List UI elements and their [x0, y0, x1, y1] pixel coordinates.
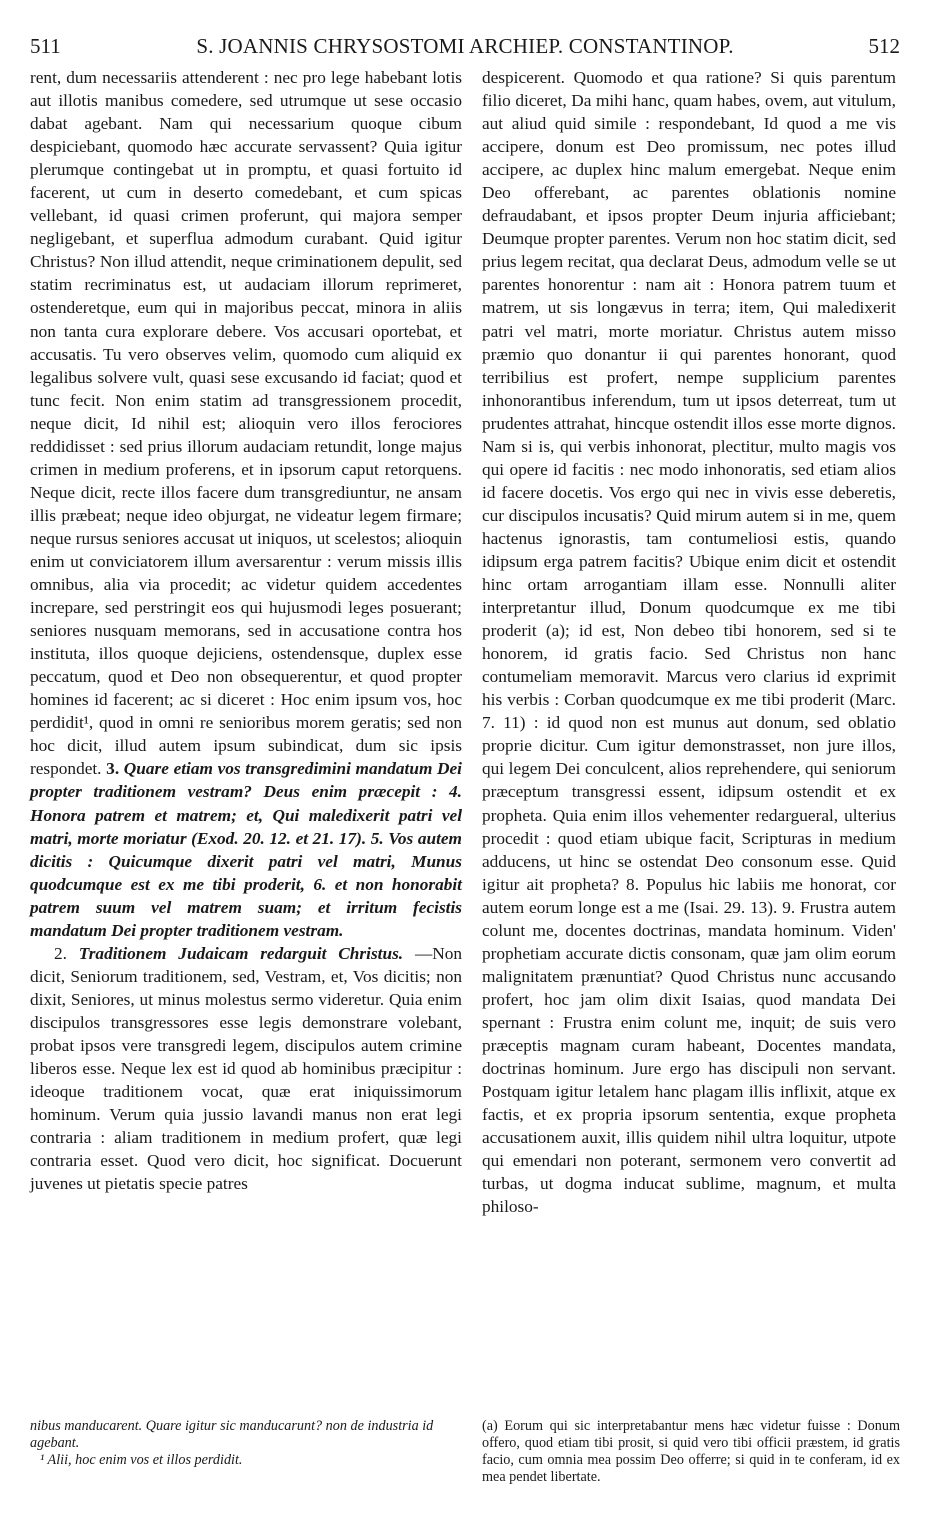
footnote-1: ¹ Alii, hoc enim vos et illos perdidit. — [40, 1452, 243, 1468]
right-column — [482, 66, 896, 1218]
section-number-3: 3. — [106, 759, 120, 779]
heading-dash: — — [414, 943, 433, 963]
left-column — [30, 66, 462, 1195]
running-title: S. JOANNIS CHRYSOSTOMI ARCHIEP. CONSTANTINOP. — [196, 34, 734, 58]
footnote-a-text: (a) Eorum qui sic interpretabantur mens hæc videtur fuisse : Donum offero, quod etiam tibi prosit, si quid vero tibi officii præstem, id gratis facio, cum omnia mea possim Deo offerre; si quid in te conferam, id ex mea pendet libertate. — [482, 1418, 900, 1485]
gospel-quote: Quare etiam vos transgredimini mandatum Dei propter traditionem vestram? Deus enim præcepit : 4. Honora patrem et matrem; et, Qui maledixerit patri vel matri, morte moriatur (Exod. 20. 12. et 21. 17). 5. Vos autem dicitis : Quicumque dixerit patri vel matri, Munus quodcumque est ex me tibi proderit, 6. et non honorabit patrem suum vel matrem suam; et irritum fecistis mandatum Dei propter traditionem vestram. — [30, 759, 462, 940]
footnote-a — [482, 1418, 900, 1486]
right-paragraph-1: despicerent. Quomodo et qua ratione? Si quis parentum filio diceret, Da mihi hanc, quam habes, ovem, aut vitulum, aut aliud quid simile : respondebant, Id quod a me vis accipere, donum est Deo promissum, nec potes illud accipere, ac duplex hinc malum emergebat. Neque enim Deo offerebant, ac parentes oblationis nomine defraudabant, et ipsos propter Deum injuria afficiebant; Deumque propter parentes. Verum non hoc statim dicit, sed prius legem recitat, qua declarat Deus, admodum velle se ut parentes honorentur : nam ait : Honora patrem tuum et matrem, ut sis longævus in terra; item, Qui maledixerit patri vel matri, morte moriatur. Christus autem misso præmio quo donantur ii qui parentes honorant, quod terribilius est profert, nempe supplicium parentes inhonorantibus inferendum, tum ut ipsos deterreat, tum ut prudentes attrahat, hincque ostendit illos esse morte dignos. Nam si is, qui verbis inhonorat, plectitur, multo magis vos qui opere id facitis : nec modo inhonoratis, sed etiam alios id facere docetis. Vos ergo qui nec in vivis esse deberetis, cur discipulos incusatis? Quid mirum autem si in me, quem hactenus ignorastis, tam contumeliosi estis, quando idipsum erga patrem facitis? Ubique enim dicit et ostendit hinc ortam arrogantiam illam esse. Nonnulli aliter interpretantur illud, Donum quodcumque ex me tibi proderit (a); id est, Non debeo tibi honorem, sed si te honorem, id gratis facio. Sed Christus non hanc contumeliam memoravit. Marcus vero clarius id exprimit his verbis : Corban quodcumque ex me tibi proderit (Marc. 7. 11) : id quod non est munus aut donum, sed oblatio proprie dicitur. Cum igitur demonstrasset, non jure illos, qui legem Dei conculcent, alios reprehendere, qui seniorum præceptum transgressi essent, idipsum ostendit et ex propheta. Quia enim illos vehementer redargueral, ulterius procedit : quod etiam ubique facit, Scripturas in medium adducens, ut hinc se ostendat Deo consonum esse. Quid igitur ait propheta? 8. Populus hic labiis me honorat, cor autem eorum longe est a me (Isai. 29. 13). 9. Frustra autem colunt me, docentes doctrinas, mandata hominum. Viden' prophetiam accurate dictis consonam, quæ jam olim eorum malignitatem prænuntiat? Quod Christus nunc accusando profert, hoc jam olim dixit Isaias, quod mandata Dei spernant : Frustra enim colunt me, inquit; de suis vero præceptis magnam curam habeant, Docentes mandata, doctrinas hominum. Jure ergo has discipuli non servant. Postquam igitur letalem hanc plagam illis inflixit, atque ex factis, et ex propria ipsorum sententia, exque propheta accusationem auxit, illis quidem nihil ultra loquitur, utpote qui emendari non poterant, sermonem vero convertit ad turbas, ut dogma inducat sublime, magnum, et multa philoso- — [482, 68, 896, 1217]
left-paragraph-1 — [30, 66, 462, 942]
section-heading: Traditionem Judaicam redarguit Christus. — [78, 943, 404, 963]
left-paragraph-2 — [30, 942, 462, 1196]
running-header — [30, 34, 900, 60]
page-number-left: 511 — [30, 34, 61, 58]
footnotes-left — [30, 1418, 462, 1469]
left-paragraph-1-text: rent, dum necessariis attenderent : nec pro lege habebant lotis aut illotis manibus comedere, sed utrumque ut sese occasio dabat agebant. Nam qui necessarium quoque cibum despiciebant, quomodo hæc accurate servassent? Quia igitur plerumque contingebat ut in promptu, et quasi fortuito id facerent, ut cum in deserto comedebant, et cum spicas vellebant, id quasi crimen proferunt, qui majora semper negligebant, et superflua admodum curabant. Quid igitur Christus? Non illud attendit, neque criminationem depulit, sed statim recriminatus est, ut audaciam illorum reprimeret, ostenderetque, eum qui in majoribus peccat, minora in aliis non tanta cura explorare debere. Vos accusari oportebat, et accusatis. Tu vero observes velim, quomodo cum aliquid ex legalibus solvere vult, quasi sese excusando id faciat; quod et tunc fecit. Non enim statim ad transgressionem procedit, neque dicit, Id nihil est; alioquin vero illos ferociores reddidisset : sed prius illorum audaciam retundit, longe majus crimen in medium proferens, et in ipsorum caput retorquens. Neque dicit, recte illos facere dum transgrediuntur, ne ansam illis præbeat; neque ideo objurgat, ne videatur legem firmare; neque rursus seniores accusat ut iniquos, ut scelestos; alioquin enim ut conviciatorem illum aversarentur : verum missis illis omnibus, alia via procedit; ac videtur quidem accedentes increpare, sed perstringit eos qui hujusmodi leges posuerant; seniores nusquam memorans, sed in accusatione contra hos instituta, illos quoque dejiciens, ostendensque, duplex esse peccatum, quod et Deo non obsequerentur, et quod propter homines id facerent; ac si diceret : Hoc enim ipsum vos, hoc perdidit¹, quod in omni re senioribus morem geratis; sed non hoc dicit, illud autem ipsum subindicat, dum sic ipsis respondet. — [30, 68, 462, 779]
left-paragraph-2-text: Non dicit, Seniorum traditionem, sed, Vestram, et, Vos dicitis; non dixit, Seniores, ut minus molestus sermo videretur. Quia enim discipulos transgressores esse legis demonstrare volebant, probat ipsos vere transgredi legem, discipulos autem crimine liberos esse. Neque lex est id quod ab hominibus præcipitur : ideoque traditionem vocat, quæ erat iniquissimorum hominum. Verum quia jussio lavandi manus non erat legi contraria : aliam traditionem in medium profert, quæ legi contraria esset. Quod vero dicit, hoc significat. Docuerunt juvenes ut pietatis specie patres — [30, 943, 463, 1194]
footnote-continuation: nibus manducarent. Quare igitur sic manducarunt? non de industria id agebant. — [30, 1418, 434, 1451]
section-number-2: 2. — [54, 943, 67, 963]
page-number-right: 512 — [868, 34, 900, 58]
